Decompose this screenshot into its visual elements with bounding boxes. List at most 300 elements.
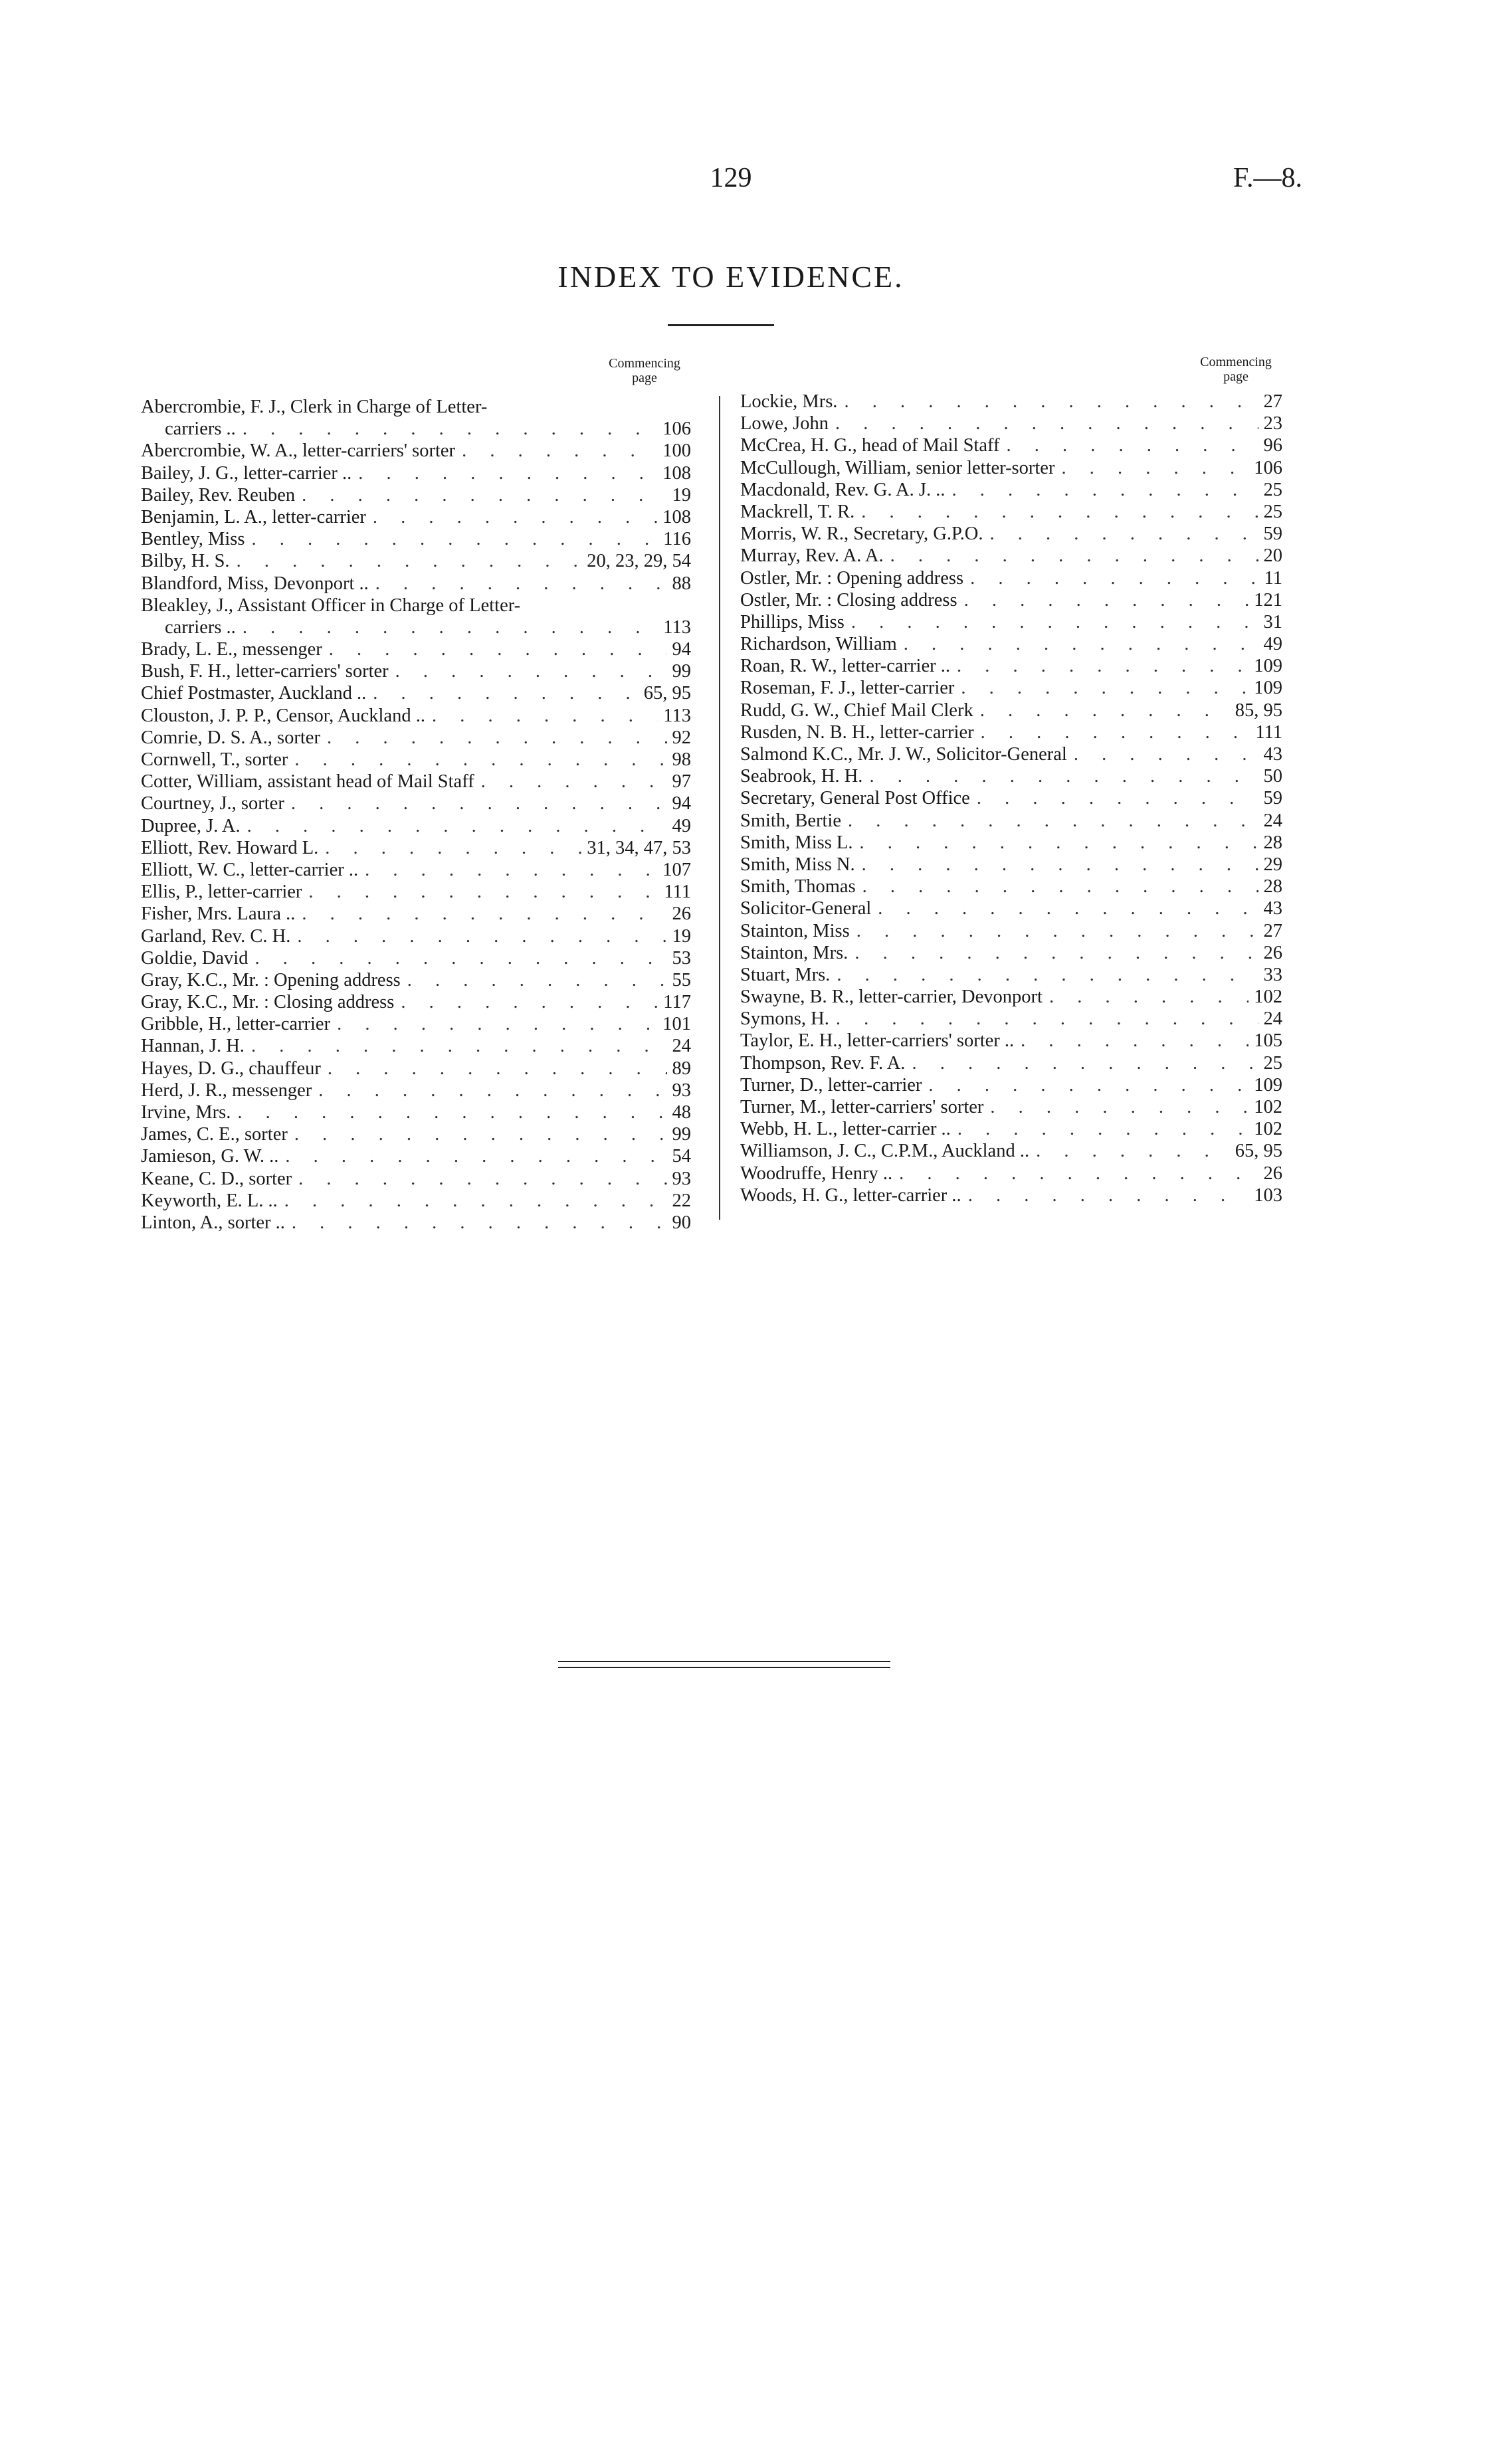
- entry-page: 49: [672, 815, 691, 836]
- index-column-right: [740, 353, 1282, 1206]
- entry-name: Bilby, H. S.: [141, 551, 230, 572]
- entry-page: 25: [1263, 1052, 1282, 1074]
- entry-page: 93: [672, 1080, 691, 1101]
- leader-dots: [905, 1052, 1258, 1074]
- title-divider: [668, 324, 774, 326]
- index-entry: [141, 682, 691, 704]
- entry-page: 49: [1263, 634, 1282, 655]
- entry-page: 102: [1254, 987, 1282, 1008]
- index-entry: [141, 793, 691, 814]
- entry-name: Stuart, Mrs.: [740, 964, 831, 985]
- index-entry: [740, 1096, 1282, 1118]
- index-entry: [740, 589, 1282, 611]
- entry-name: Bailey, J. G., letter-carrier ..: [141, 462, 352, 484]
- entry-name: Macdonald, Rev. G. A. J. ..: [740, 479, 946, 500]
- index-entry: [740, 1074, 1282, 1096]
- entry-name: Thompson, Rev. F. A.: [740, 1052, 906, 1074]
- index-list-left: [141, 396, 691, 1234]
- leader-dots: [389, 660, 667, 682]
- leader-dots: [366, 682, 639, 704]
- leader-dots: [829, 413, 1258, 434]
- index-entry: [141, 749, 691, 771]
- index-entry: [141, 638, 691, 660]
- leader-dots: [999, 434, 1258, 456]
- entry-page: 25: [1263, 479, 1282, 500]
- leader-dots: [369, 573, 667, 595]
- leader-dots: [312, 1080, 666, 1101]
- leader-dots: [241, 815, 667, 837]
- index-entry: [141, 1035, 691, 1057]
- index-entry: [740, 765, 1282, 787]
- leader-dots: [290, 925, 666, 947]
- entry-page: 24: [1263, 1008, 1282, 1030]
- entry-page: 24: [1263, 810, 1282, 831]
- entry-name: McCullough, William, senior letter-sorter: [740, 457, 1055, 478]
- index-entry: [141, 881, 691, 903]
- column-divider: [719, 396, 720, 1220]
- entry-page: 27: [1263, 920, 1282, 941]
- leader-dots: [292, 1168, 666, 1190]
- leader-dots: [401, 969, 667, 991]
- entry-page: 98: [672, 749, 691, 770]
- index-entry: [141, 528, 691, 550]
- index-entry: [740, 854, 1282, 876]
- index-entry: [740, 1008, 1282, 1030]
- leader-dots: [950, 655, 1249, 677]
- index-entry: [740, 898, 1282, 919]
- leader-dots: [236, 616, 658, 638]
- entry-page: 100: [662, 440, 691, 462]
- entry-name: Gribble, H., letter-carrier: [141, 1014, 331, 1035]
- entry-name: Blandford, Miss, Devonport ..: [141, 573, 369, 594]
- entry-name: Cotter, William, assistant head of Mail Staff: [141, 771, 474, 793]
- entry-page: 117: [663, 992, 691, 1013]
- leader-dots: [366, 506, 657, 528]
- leader-dots: [474, 771, 667, 793]
- entry-page: 97: [672, 771, 691, 793]
- entry-page: 26: [1263, 942, 1282, 963]
- entry-name: Irvine, Mrs.: [141, 1102, 231, 1123]
- entry-name: Keyworth, E. L. ..: [141, 1190, 278, 1211]
- leader-dots: [963, 567, 1258, 589]
- index-entry: [740, 1140, 1282, 1162]
- leader-dots: [897, 633, 1258, 655]
- entry-name: Seabrook, H. H.: [740, 766, 863, 787]
- entry-name: Secretary, General Post Office: [740, 788, 970, 809]
- index-entry: [740, 942, 1282, 964]
- entry-page: 108: [662, 506, 691, 527]
- entry-name: Abercrombie, F. J., Clerk in Charge of Letter-: [141, 397, 488, 417]
- entry-page: 90: [672, 1212, 691, 1233]
- entry-name: Ostler, Mr. : Opening address: [740, 567, 964, 589]
- entry-name: Phillips, Miss: [740, 611, 845, 632]
- leader-dots: [862, 765, 1258, 787]
- index-entry: [141, 859, 691, 881]
- document-reference: F.—8.: [1233, 163, 1302, 193]
- leader-dots: [855, 854, 1258, 876]
- entry-page: 113: [663, 616, 691, 638]
- entry-page: 55: [672, 969, 691, 991]
- entry-page: 31, 34, 47, 53: [587, 837, 691, 858]
- leader-dots: [1067, 743, 1258, 765]
- entry-page: 50: [1263, 766, 1282, 787]
- leader-dots: [841, 810, 1258, 832]
- leader-dots: [954, 677, 1249, 699]
- index-entry: [740, 479, 1282, 501]
- leader-dots: [961, 1185, 1249, 1206]
- entry-name: Swayne, B. R., letter-carrier, Devonport: [740, 987, 1043, 1008]
- leader-dots: [302, 881, 658, 903]
- entry-page: 92: [672, 727, 691, 748]
- leader-dots: [1029, 1140, 1230, 1162]
- commencing-page-label: Commencing page: [609, 356, 680, 385]
- leader-dots: [321, 1058, 667, 1080]
- entry-name: James, C. E., sorter: [141, 1124, 288, 1145]
- leader-dots: [236, 418, 657, 440]
- index-entry: [141, 727, 691, 749]
- entry-name: Garland, Rev. C. H.: [141, 925, 291, 947]
- entry-name: Williamson, J. C., C.P.M., Auckland ..: [740, 1141, 1030, 1162]
- entry-page: 96: [1263, 435, 1282, 456]
- entry-page: 99: [672, 1124, 691, 1145]
- index-column-left: [141, 353, 691, 1234]
- entry-name: Bleakley, J., Assistant Officer in Charge of Letter-: [141, 595, 521, 616]
- entry-page: 48: [672, 1102, 691, 1123]
- entry-name: Mackrell, T. R.: [740, 501, 855, 522]
- entry-name: Benjamin, L. A., letter-carrier: [141, 506, 366, 527]
- entry-name: Smith, Miss N.: [740, 854, 855, 875]
- index-entry: [141, 705, 691, 727]
- entry-name: Turner, M., letter-carriers' sorter: [740, 1097, 984, 1117]
- index-entry: [141, 550, 691, 572]
- index-entry: [141, 837, 691, 859]
- entry-name: Keane, C. D., sorter: [141, 1168, 292, 1189]
- entry-name: Linton, A., sorter ..: [141, 1212, 285, 1233]
- entry-page: 109: [1254, 678, 1282, 699]
- page-title: INDEX TO EVIDENCE.: [557, 260, 904, 294]
- entry-name: Taylor, E. H., letter-carriers' sorter ..: [740, 1030, 1015, 1052]
- entry-page: 111: [664, 882, 691, 903]
- index-entry: [740, 567, 1282, 589]
- entry-name: Bush, F. H., letter-carriers' sorter: [141, 661, 389, 682]
- leader-dots: [830, 964, 1258, 986]
- index-entry: [141, 506, 691, 528]
- entry-page: 26: [1263, 1163, 1282, 1184]
- index-entry: [740, 1163, 1282, 1185]
- entry-name: Gray, K.C., Mr. : Closing address: [141, 992, 395, 1013]
- entry-name: Smith, Bertie: [740, 810, 841, 831]
- entry-name: Rusden, N. B. H., letter-carrier: [740, 721, 974, 743]
- leader-dots: [974, 721, 1250, 743]
- index-entry: [141, 1101, 691, 1123]
- leader-dots: [983, 523, 1258, 545]
- index-entry: [141, 1058, 691, 1080]
- entry-name: Stainton, Miss: [740, 920, 850, 941]
- entry-name: Herd, J. R., messenger: [141, 1080, 312, 1101]
- leader-dots: [973, 700, 1230, 721]
- entry-page: 19: [672, 484, 691, 506]
- index-entry: [141, 925, 691, 947]
- entry-name: Fisher, Mrs. Laura ..: [141, 903, 296, 925]
- entry-page: 94: [672, 639, 691, 660]
- entry-name: Woodruffe, Henry ..: [740, 1163, 893, 1184]
- entry-name: Elliott, Rev. Howard L.: [141, 837, 319, 858]
- entry-name: Hayes, D. G., chauffeur: [141, 1058, 321, 1079]
- leader-dots: [892, 1163, 1258, 1185]
- entry-name: Dupree, J. A.: [141, 815, 241, 836]
- entry-name: Webb, H. L., letter-carrier ..: [740, 1119, 951, 1140]
- entry-page: 65, 95: [1235, 1141, 1282, 1162]
- entry-name: Goldie, David: [141, 947, 249, 969]
- entry-page: 20, 23, 29, 54: [587, 551, 691, 572]
- entry-page: 102: [1254, 1097, 1282, 1117]
- entry-page: 85, 95: [1235, 700, 1282, 721]
- entry-page: 94: [672, 793, 691, 814]
- entry-page: 31: [1263, 611, 1282, 632]
- index-entry: [740, 700, 1282, 721]
- index-entry: [141, 440, 691, 462]
- index-entry: [740, 501, 1282, 523]
- index-entry: [740, 655, 1282, 677]
- entry-page: 109: [1254, 1074, 1282, 1095]
- entry-name: Gray, K.C., Mr. : Opening address: [141, 969, 401, 991]
- entry-page: 54: [672, 1146, 691, 1167]
- entry-name: Ellis, P., letter-carrier: [141, 882, 302, 903]
- entry-page: 108: [662, 462, 691, 484]
- entry-name: Abercrombie, W. A., letter-carriers' sorter: [141, 440, 456, 462]
- entry-name: Smith, Thomas: [740, 876, 856, 898]
- index-entry: [141, 1212, 691, 1234]
- entry-name: Salmond K.C., Mr. J. W., Solicitor-General: [740, 744, 1067, 765]
- entry-page: 102: [1254, 1119, 1282, 1140]
- index-entry: [141, 595, 691, 616]
- leader-dots: [320, 727, 667, 749]
- entry-name: Jamieson, G. W. ..: [141, 1146, 279, 1167]
- leader-dots: [295, 903, 666, 925]
- entry-page: 33: [1263, 964, 1282, 985]
- entry-name: Morris, W. R., Secretary, G.P.O.: [740, 523, 983, 545]
- leader-dots: [351, 462, 657, 484]
- index-entry: [141, 771, 691, 793]
- index-list-right: [740, 391, 1282, 1206]
- index-entry: [740, 545, 1282, 567]
- entry-name: Comrie, D. S. A., sorter: [141, 727, 320, 748]
- index-entry: [141, 1145, 691, 1167]
- index-entry: [740, 413, 1282, 434]
- entry-page: 59: [1263, 523, 1282, 545]
- index-entry: [740, 920, 1282, 942]
- entry-name: Bailey, Rev. Reuben: [141, 484, 296, 506]
- leader-dots: [922, 1074, 1249, 1096]
- entry-page: 43: [1263, 898, 1282, 919]
- index-entry: [740, 743, 1282, 765]
- entry-name: Roseman, F. J., letter-carrier: [740, 678, 955, 699]
- entry-page: 22: [672, 1190, 691, 1211]
- entry-page: 116: [663, 529, 691, 550]
- leader-dots: [957, 589, 1249, 611]
- index-entry: [141, 573, 691, 595]
- entry-page: 20: [1263, 545, 1282, 567]
- leader-dots: [284, 793, 667, 814]
- leader-dots: [1043, 986, 1249, 1008]
- index-entry: [740, 787, 1282, 809]
- entry-page: 27: [1263, 391, 1282, 412]
- index-entry: [740, 810, 1282, 832]
- entry-page: 121: [1254, 589, 1282, 611]
- index-entry: [740, 832, 1282, 854]
- commencing-page-label: Commencing page: [1200, 355, 1272, 384]
- leader-dots: [394, 991, 658, 1013]
- index-entry: [740, 876, 1282, 898]
- entry-name: carriers ..: [165, 616, 236, 638]
- index-entry: [141, 903, 691, 925]
- entry-page: 113: [663, 705, 691, 726]
- leader-dots: [245, 1035, 667, 1057]
- entry-name: Smith, Miss L.: [740, 832, 853, 853]
- index-entry: [141, 815, 691, 837]
- leader-dots: [245, 528, 658, 550]
- end-rule: [558, 1661, 890, 1668]
- index-entry: [740, 964, 1282, 986]
- index-entry: [141, 947, 691, 969]
- leader-dots: [318, 837, 581, 859]
- index-entry: [740, 457, 1282, 479]
- leader-dots: [856, 876, 1258, 898]
- index-entry: [740, 986, 1282, 1008]
- leader-dots: [848, 942, 1258, 964]
- entry-page: 105: [1254, 1030, 1282, 1052]
- index-entry: [141, 969, 691, 991]
- leader-dots: [278, 1190, 667, 1212]
- entry-page: 109: [1254, 656, 1282, 677]
- entry-page: 88: [672, 573, 691, 594]
- entry-page: 65, 95: [643, 683, 691, 704]
- leader-dots: [854, 501, 1258, 523]
- index-entry: [141, 1123, 691, 1145]
- leader-dots: [945, 479, 1258, 501]
- index-entry: [740, 611, 1282, 633]
- index-entry: [141, 1013, 691, 1035]
- leader-dots: [983, 1096, 1249, 1118]
- entry-page: 106: [662, 419, 691, 440]
- entry-name: carriers ..: [165, 419, 236, 440]
- leader-dots: [330, 1013, 657, 1035]
- leader-dots: [425, 705, 658, 727]
- index-entry: [740, 1030, 1282, 1052]
- leader-dots: [322, 638, 667, 660]
- index-entry: [141, 660, 691, 682]
- leader-dots: [884, 545, 1258, 567]
- entry-name: Courtney, J., sorter: [141, 793, 284, 814]
- leader-dots: [845, 611, 1258, 633]
- entry-name: Solicitor-General: [740, 898, 872, 919]
- leader-dots: [837, 391, 1258, 413]
- entry-page: 29: [1263, 854, 1282, 875]
- index-entry: [740, 633, 1282, 655]
- column-header: [740, 353, 1282, 391]
- index-entry: [141, 1168, 691, 1190]
- leader-dots: [850, 920, 1258, 942]
- index-entry: [740, 391, 1282, 413]
- entry-page: 106: [1254, 457, 1282, 478]
- leader-dots: [288, 749, 666, 771]
- leader-dots: [231, 1101, 666, 1123]
- leader-dots: [1014, 1030, 1249, 1052]
- leader-dots: [358, 859, 657, 881]
- entry-page: 25: [1263, 501, 1282, 522]
- entry-page: 11: [1264, 567, 1282, 589]
- entry-name: Cornwell, T., sorter: [141, 749, 288, 770]
- entry-name: Stainton, Mrs.: [740, 942, 849, 963]
- entry-page: 28: [1263, 832, 1282, 853]
- index-entry: [740, 1185, 1282, 1206]
- leader-dots: [829, 1008, 1258, 1030]
- entry-page: 19: [672, 925, 691, 947]
- entry-page: 43: [1263, 744, 1282, 765]
- entry-page: 28: [1263, 876, 1282, 898]
- entry-name: Bentley, Miss: [141, 529, 245, 550]
- entry-page: 24: [672, 1036, 691, 1057]
- index-entry: [141, 418, 691, 440]
- leader-dots: [230, 550, 582, 572]
- index-entry: [740, 677, 1282, 699]
- leader-dots: [285, 1212, 667, 1234]
- entry-page: 93: [672, 1168, 691, 1189]
- entry-page: 103: [1254, 1185, 1282, 1206]
- index-entry: [740, 523, 1282, 545]
- entry-name: Roan, R. W., letter-carrier ..: [740, 656, 950, 677]
- entry-name: Richardson, William: [740, 634, 897, 655]
- entry-name: McCrea, H. G., head of Mail Staff: [740, 435, 1000, 456]
- entry-page: 107: [662, 859, 691, 880]
- leader-dots: [295, 484, 666, 506]
- leader-dots: [852, 832, 1258, 854]
- entry-name: Elliott, W. C., letter-carrier ..: [141, 859, 359, 880]
- leader-dots: [951, 1118, 1249, 1140]
- leader-dots: [248, 947, 666, 969]
- entry-name: Brady, L. E., messenger: [141, 639, 322, 660]
- entry-page: 101: [662, 1014, 691, 1035]
- entry-name: Hannan, J. H.: [141, 1036, 245, 1057]
- index-entry: [740, 434, 1282, 456]
- entry-page: 99: [672, 661, 691, 682]
- column-header: [141, 353, 691, 396]
- index-entry: [141, 1190, 691, 1212]
- entry-name: Murray, Rev. A. A.: [740, 545, 884, 567]
- index-entry: [141, 1080, 691, 1101]
- index-entry: [740, 1118, 1282, 1140]
- index-entry: [141, 484, 691, 506]
- entry-name: Chief Postmaster, Auckland ..: [141, 683, 367, 704]
- leader-dots: [288, 1123, 667, 1145]
- entry-name: Turner, D., letter-carrier: [740, 1074, 922, 1095]
- entry-page: 26: [672, 903, 691, 925]
- entry-name: Lockie, Mrs.: [740, 391, 838, 412]
- index-entry: [740, 721, 1282, 743]
- entry-page: 89: [672, 1058, 691, 1079]
- entry-name: Clouston, J. P. P., Censor, Auckland ..: [141, 705, 425, 726]
- index-entry: [141, 991, 691, 1013]
- entry-name: Lowe, John: [740, 413, 829, 434]
- leader-dots: [871, 898, 1258, 919]
- index-entry: [141, 462, 691, 484]
- entry-name: Rudd, G. W., Chief Mail Clerk: [740, 700, 973, 721]
- entry-page: 111: [1255, 721, 1282, 743]
- index-entry: [141, 616, 691, 638]
- index-entry: [740, 1052, 1282, 1074]
- entry-page: 53: [672, 947, 691, 969]
- leader-dots: [970, 787, 1258, 809]
